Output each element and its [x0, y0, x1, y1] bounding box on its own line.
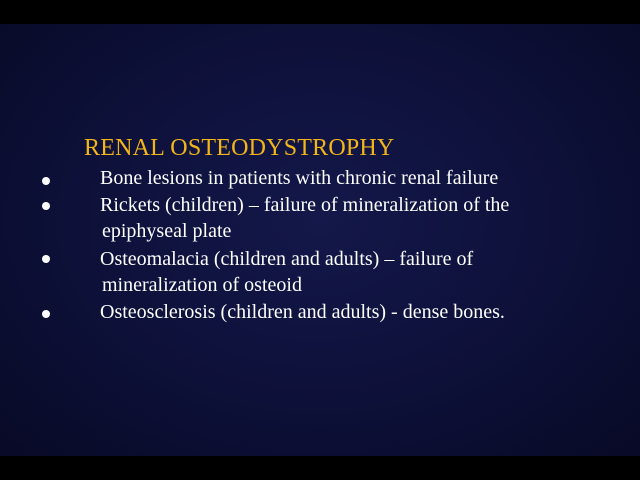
bullet-dot-icon: [42, 255, 50, 263]
bullet-text-continuation: mineralization of osteoid: [102, 274, 302, 296]
slide: [0, 24, 640, 456]
slide-title: RENAL OSTEODYSTROPHY: [84, 135, 395, 161]
bullet-dot-icon: [42, 202, 50, 210]
bullet-text: Osteomalacia (children and adults) – failure of: [100, 248, 474, 270]
bullet-text-continuation: epiphyseal plate: [102, 220, 232, 242]
bullet-dot-icon: [42, 310, 50, 318]
bullet-text: Osteosclerosis (children and adults) - dense bones.: [100, 301, 505, 323]
bullet-dot-icon: [42, 177, 50, 185]
bullet-text: Rickets (children) – failure of mineralization of the: [100, 194, 510, 216]
bullet-text: Bone lesions in patients with chronic renal failure: [100, 167, 499, 189]
bullet-list: [0, 24, 640, 456]
